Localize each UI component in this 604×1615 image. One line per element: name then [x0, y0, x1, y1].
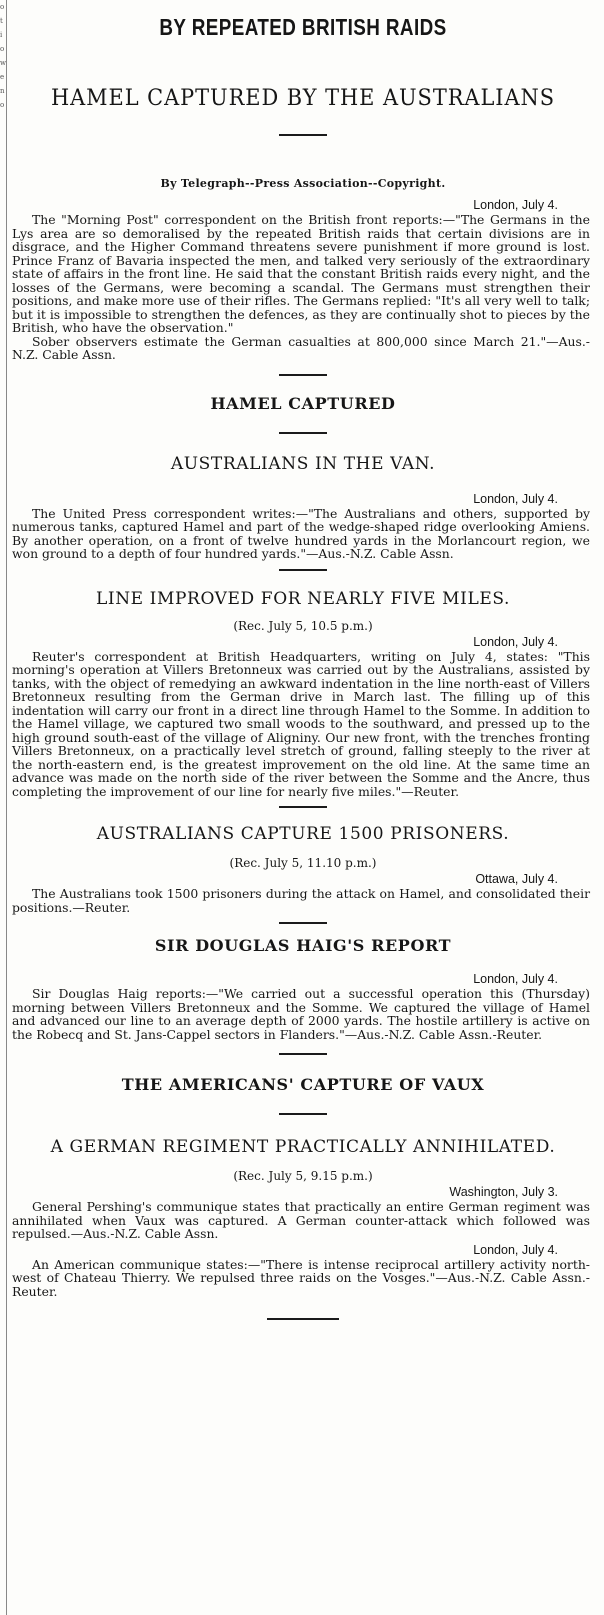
- byline: By Telegraph--Press Association--Copyright.: [160, 177, 446, 190]
- article-section-prisoners: [12, 822, 594, 914]
- section-headline: AUSTRALIANS CAPTURE 1500 PRISONERS.: [96, 824, 510, 844]
- dateline: London, July 4.: [473, 972, 558, 986]
- article-section-raids: [12, 198, 594, 362]
- article-paragraph: The Australians took 1500 prisoners during the attack on Hamel, and consolidated their positions.—Reuter.: [12, 886, 590, 915]
- dateline: London, July 4.: [473, 491, 558, 506]
- divider-rule: [279, 922, 327, 924]
- divider-rule: [267, 1318, 339, 1320]
- dateline: Ottawa, July 4.: [475, 872, 558, 886]
- dateline: Washington, July 3.: [449, 1185, 558, 1199]
- dateline: London, July 4.: [473, 1242, 558, 1257]
- main-headline: BY REPEATED BRITISH RAIDS: [159, 14, 447, 40]
- received-stamp: (Rec. July 5, 11.10 p.m.): [229, 856, 377, 870]
- article-paragraph: Sir Douglas Haig reports:—"We carried out a successful operation this (Thursday) morning between Villers Bretonneux and the Somme. We captured the village of Hamel and advanced our line to an average depth of 2000 yards. The hostile artillery is active on the Robecq and St. Jans-Cappel sectors in Flanders."—Aus.-N.Z. Cable Assn.-Reuter.: [12, 986, 590, 1042]
- article-section-vaux: [12, 1073, 594, 1298]
- dateline: London, July 4.: [473, 198, 558, 212]
- article-paragraph: General Pershing's communique states that practically an entire German regiment was annihilated when Vaux was captured. A German counter-attack which followed was repulsed.—Aus.-N.Z. Cable Assn.: [12, 1199, 590, 1241]
- received-stamp: (Rec. July 5, 10.5 p.m.): [233, 618, 373, 633]
- dateline: London, July 4.: [473, 634, 558, 649]
- divider-rule: [279, 374, 327, 376]
- section-headline: THE AMERICANS' CAPTURE OF VAUX: [121, 1075, 485, 1094]
- received-stamp: (Rec. July 5, 9.15 p.m.): [233, 1169, 373, 1183]
- article-paragraph: Reuter's correspondent at British Headquarters, writing on July 4, states: "This morning's operation at Villers Bretonneux was carried out by the Australians, assisted by tanks, with the object of remedying an awkward indentation in the line north-east of Villers Bretonneux resulting from the German drive in March last. The filling up of this indentation will carry our front in a direct line through Hamel to the Somme. In addition to the Hamel village, we captured two small woods to the southward, and pressed up to the high ground south-east of the village of Aligniny. Our new front, with the trenches fronting Villers Bretonneux, on a practically level stretch of ground, falling steeply to the river at the north-eastern end, is the greatest improvement on the old line. At the same time an advance was made on the north side of the river between the Somme and the Ancre, thus completing the improvement of our line for nearly five miles."—Reuter.: [12, 648, 590, 799]
- article-paragraph: Sober observers estimate the German casualties at 800,000 since March 21."—Aus.-N.Z. Cable Assn.: [12, 333, 590, 362]
- divider-rule: [279, 569, 327, 571]
- article-section-hamel-captured: [12, 392, 594, 561]
- article-column: [12, 0, 594, 1320]
- divider-rule: [279, 432, 327, 434]
- section-headline: LINE IMPROVED FOR NEARLY FIVE MILES.: [95, 588, 510, 609]
- section-subheadline: AUSTRALIANS IN THE VAN.: [170, 453, 436, 474]
- divider-rule: [279, 134, 327, 136]
- article-section-haig-report: [12, 934, 594, 1041]
- second-headline: HAMEL CAPTURED BY THE AUSTRALIANS: [50, 86, 556, 111]
- article-paragraph: The United Press correspondent writes:—"The Australians and others, supported by numerous tanks, captured Hamel and part of the wedge-shaped ridge overlooking Amiens. By another operation, on a front of twelve hundred yards in the Morlancourt region, we won ground to a depth of four hundred yards."—Aus.-N.Z. Cable Assn.: [12, 505, 590, 561]
- article-paragraph: The "Morning Post" correspondent on the British front reports:—"The Germans in the Lys area are so demoralised by the repeated British raids that certain divisions are in disgrace, and the Higher Command threatens severe punishment if more ground is lost. Prince Franz of Bavaria inspected the men, and talked very seriously of the extraordinary state of affairs in the front line. He said that the constant British raids every night, and the losses of the Germans, were becoming a scandal. The Germans must strengthen their positions, and make more use of their rifles. The Germans replied: "It's all very well to talk; but it is impossible to strengthen the defences, as they are continually shot to pieces by the British, who have the observation.": [12, 212, 590, 335]
- divider-rule: [279, 806, 327, 808]
- section-headline: SIR DOUGLAS HAIG'S REPORT: [154, 936, 452, 955]
- section-headline: HAMEL CAPTURED: [210, 393, 396, 413]
- article-paragraph: An American communique states:—"There is intense reciprocal artillery activity north-west of Chateau Thierry. We repulsed three raids on the Vosges."—Aus.-N.Z. Cable Assn.-Reuter.: [12, 1256, 590, 1299]
- article-section-line-improved: [12, 587, 594, 799]
- section-subheadline: A GERMAN REGIMENT PRACTICALLY ANNIHILATED.: [50, 1137, 556, 1157]
- divider-rule: [279, 1053, 327, 1055]
- divider-rule: [279, 1113, 327, 1115]
- adjacent-column-edge: o t i o w e n o: [0, 0, 7, 1615]
